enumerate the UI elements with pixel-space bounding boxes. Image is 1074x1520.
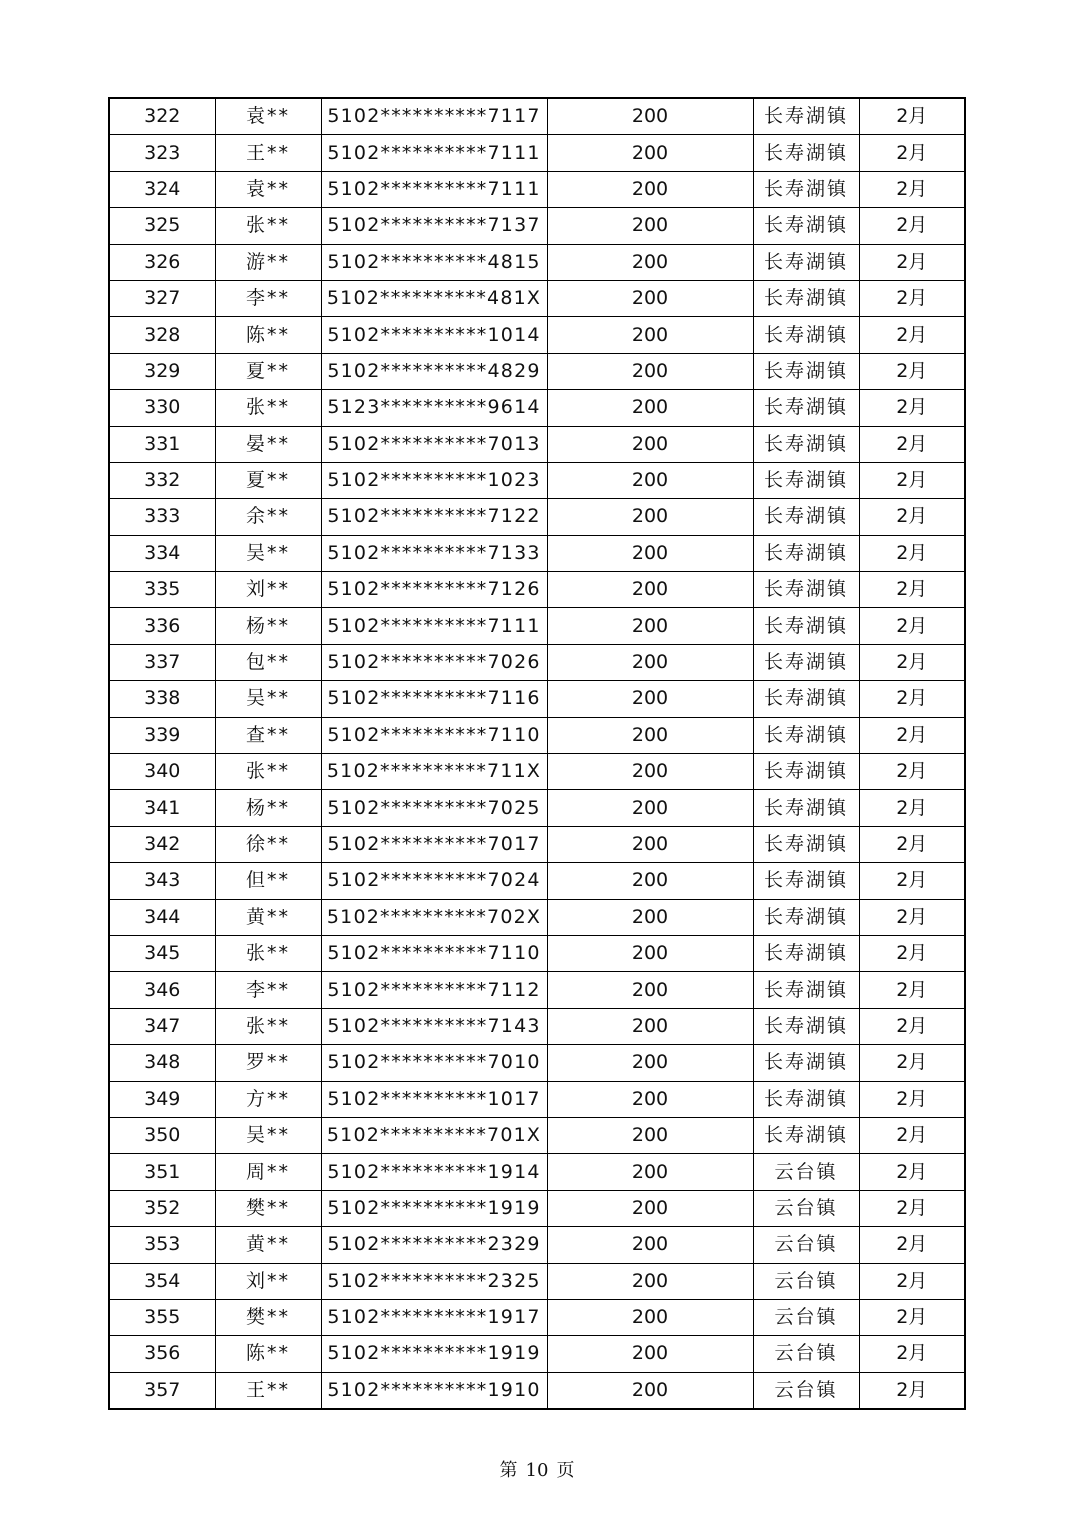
cell-town: 长寿湖镇 bbox=[753, 1045, 859, 1081]
cell-amount: 200 bbox=[547, 1227, 753, 1263]
table-row bbox=[109, 171, 965, 207]
cell-month: 2月 bbox=[859, 244, 965, 280]
cell-name: 吴** bbox=[215, 1117, 321, 1153]
cell-town: 长寿湖镇 bbox=[753, 1117, 859, 1153]
cell-serial-number: 340 bbox=[109, 754, 215, 790]
cell-town: 云台镇 bbox=[753, 1336, 859, 1372]
cell-month: 2月 bbox=[859, 280, 965, 316]
table-row bbox=[109, 899, 965, 935]
table-row bbox=[109, 608, 965, 644]
table-row bbox=[109, 426, 965, 462]
cell-amount: 200 bbox=[547, 353, 753, 389]
cell-amount: 200 bbox=[547, 1336, 753, 1372]
table-row bbox=[109, 826, 965, 862]
cell-id-number: 5102**********7024 bbox=[321, 863, 547, 899]
cell-id-number: 5102**********7112 bbox=[321, 972, 547, 1008]
cell-name: 张** bbox=[215, 754, 321, 790]
cell-name: 包** bbox=[215, 644, 321, 680]
cell-town: 长寿湖镇 bbox=[753, 1081, 859, 1117]
table-row bbox=[109, 499, 965, 535]
cell-name: 罗** bbox=[215, 1045, 321, 1081]
cell-name: 李** bbox=[215, 972, 321, 1008]
cell-month: 2月 bbox=[859, 681, 965, 717]
cell-serial-number: 326 bbox=[109, 244, 215, 280]
table-row bbox=[109, 1299, 965, 1335]
cell-amount: 200 bbox=[547, 1372, 753, 1409]
cell-amount: 200 bbox=[547, 1045, 753, 1081]
cell-town: 长寿湖镇 bbox=[753, 681, 859, 717]
cell-month: 2月 bbox=[859, 754, 965, 790]
cell-month: 2月 bbox=[859, 972, 965, 1008]
cell-amount: 200 bbox=[547, 572, 753, 608]
cell-id-number: 5102**********1914 bbox=[321, 1154, 547, 1190]
table-row bbox=[109, 390, 965, 426]
cell-town: 云台镇 bbox=[753, 1227, 859, 1263]
cell-town: 长寿湖镇 bbox=[753, 972, 859, 1008]
cell-id-number: 5102**********1919 bbox=[321, 1336, 547, 1372]
cell-amount: 200 bbox=[547, 171, 753, 207]
cell-serial-number: 353 bbox=[109, 1227, 215, 1263]
cell-amount: 200 bbox=[547, 1190, 753, 1226]
cell-month: 2月 bbox=[859, 171, 965, 207]
cell-id-number: 5102**********1014 bbox=[321, 317, 547, 353]
cell-id-number: 5102**********7137 bbox=[321, 208, 547, 244]
cell-id-number: 5102**********7122 bbox=[321, 499, 547, 535]
cell-amount: 200 bbox=[547, 899, 753, 935]
cell-month: 2月 bbox=[859, 1227, 965, 1263]
cell-name: 张** bbox=[215, 935, 321, 971]
records-table bbox=[108, 97, 966, 1410]
cell-serial-number: 329 bbox=[109, 353, 215, 389]
table-row bbox=[109, 244, 965, 280]
cell-amount: 200 bbox=[547, 1263, 753, 1299]
cell-town: 长寿湖镇 bbox=[753, 1008, 859, 1044]
table-row bbox=[109, 135, 965, 171]
cell-serial-number: 338 bbox=[109, 681, 215, 717]
table-row bbox=[109, 644, 965, 680]
cell-month: 2月 bbox=[859, 1263, 965, 1299]
cell-amount: 200 bbox=[547, 644, 753, 680]
cell-serial-number: 350 bbox=[109, 1117, 215, 1153]
page-number: 10 bbox=[525, 1460, 549, 1481]
table-row bbox=[109, 1117, 965, 1153]
cell-amount: 200 bbox=[547, 499, 753, 535]
cell-amount: 200 bbox=[547, 826, 753, 862]
cell-town: 长寿湖镇 bbox=[753, 462, 859, 498]
cell-serial-number: 346 bbox=[109, 972, 215, 1008]
table-row bbox=[109, 1372, 965, 1409]
cell-id-number: 5102**********7010 bbox=[321, 1045, 547, 1081]
cell-serial-number: 330 bbox=[109, 390, 215, 426]
cell-name: 李** bbox=[215, 280, 321, 316]
cell-amount: 200 bbox=[547, 1299, 753, 1335]
cell-month: 2月 bbox=[859, 608, 965, 644]
cell-name: 周** bbox=[215, 1154, 321, 1190]
cell-name: 张** bbox=[215, 390, 321, 426]
cell-town: 云台镇 bbox=[753, 1154, 859, 1190]
cell-amount: 200 bbox=[547, 135, 753, 171]
cell-id-number: 5102**********7025 bbox=[321, 790, 547, 826]
table-row bbox=[109, 863, 965, 899]
cell-id-number: 5102**********7126 bbox=[321, 572, 547, 608]
cell-name: 袁** bbox=[215, 98, 321, 135]
cell-town: 云台镇 bbox=[753, 1372, 859, 1409]
cell-month: 2月 bbox=[859, 572, 965, 608]
table-row bbox=[109, 98, 965, 135]
cell-serial-number: 341 bbox=[109, 790, 215, 826]
cell-amount: 200 bbox=[547, 208, 753, 244]
cell-name: 王** bbox=[215, 135, 321, 171]
table-row bbox=[109, 1045, 965, 1081]
cell-id-number: 5102**********1023 bbox=[321, 462, 547, 498]
cell-month: 2月 bbox=[859, 1045, 965, 1081]
cell-name: 游** bbox=[215, 244, 321, 280]
cell-id-number: 5102**********7116 bbox=[321, 681, 547, 717]
cell-month: 2月 bbox=[859, 1008, 965, 1044]
cell-town: 长寿湖镇 bbox=[753, 754, 859, 790]
cell-serial-number: 328 bbox=[109, 317, 215, 353]
cell-name: 徐** bbox=[215, 826, 321, 862]
table-row bbox=[109, 790, 965, 826]
table-row bbox=[109, 717, 965, 753]
cell-id-number: 5102**********2329 bbox=[321, 1227, 547, 1263]
table-row bbox=[109, 462, 965, 498]
cell-serial-number: 357 bbox=[109, 1372, 215, 1409]
table-row bbox=[109, 935, 965, 971]
cell-month: 2月 bbox=[859, 426, 965, 462]
cell-month: 2月 bbox=[859, 899, 965, 935]
cell-town: 长寿湖镇 bbox=[753, 608, 859, 644]
cell-amount: 200 bbox=[547, 717, 753, 753]
cell-town: 长寿湖镇 bbox=[753, 135, 859, 171]
cell-name: 陈** bbox=[215, 317, 321, 353]
cell-name: 吴** bbox=[215, 535, 321, 571]
cell-name: 夏** bbox=[215, 462, 321, 498]
cell-name: 樊** bbox=[215, 1190, 321, 1226]
cell-town: 长寿湖镇 bbox=[753, 98, 859, 135]
cell-id-number: 5102**********7013 bbox=[321, 426, 547, 462]
cell-name: 查** bbox=[215, 717, 321, 753]
cell-month: 2月 bbox=[859, 499, 965, 535]
cell-month: 2月 bbox=[859, 826, 965, 862]
cell-name: 吴** bbox=[215, 681, 321, 717]
cell-name: 晏** bbox=[215, 426, 321, 462]
cell-town: 云台镇 bbox=[753, 1263, 859, 1299]
cell-town: 长寿湖镇 bbox=[753, 353, 859, 389]
cell-town: 长寿湖镇 bbox=[753, 535, 859, 571]
cell-serial-number: 327 bbox=[109, 280, 215, 316]
cell-town: 长寿湖镇 bbox=[753, 280, 859, 316]
table-row bbox=[109, 1008, 965, 1044]
records-table-body bbox=[109, 98, 965, 1409]
table-row bbox=[109, 535, 965, 571]
cell-month: 2月 bbox=[859, 353, 965, 389]
cell-town: 长寿湖镇 bbox=[753, 390, 859, 426]
cell-amount: 200 bbox=[547, 1081, 753, 1117]
cell-name: 黄** bbox=[215, 899, 321, 935]
cell-name: 陈** bbox=[215, 1336, 321, 1372]
cell-amount: 200 bbox=[547, 390, 753, 426]
cell-town: 长寿湖镇 bbox=[753, 426, 859, 462]
cell-serial-number: 335 bbox=[109, 572, 215, 608]
cell-id-number: 5102**********4829 bbox=[321, 353, 547, 389]
table-row bbox=[109, 754, 965, 790]
cell-id-number: 5102**********7133 bbox=[321, 535, 547, 571]
cell-id-number: 5102**********7110 bbox=[321, 717, 547, 753]
cell-id-number: 5102**********7143 bbox=[321, 1008, 547, 1044]
cell-amount: 200 bbox=[547, 1154, 753, 1190]
cell-town: 长寿湖镇 bbox=[753, 935, 859, 971]
cell-serial-number: 348 bbox=[109, 1045, 215, 1081]
cell-town: 长寿湖镇 bbox=[753, 717, 859, 753]
cell-town: 长寿湖镇 bbox=[753, 899, 859, 935]
cell-amount: 200 bbox=[547, 935, 753, 971]
cell-month: 2月 bbox=[859, 208, 965, 244]
cell-amount: 200 bbox=[547, 280, 753, 316]
cell-serial-number: 354 bbox=[109, 1263, 215, 1299]
cell-serial-number: 343 bbox=[109, 863, 215, 899]
cell-month: 2月 bbox=[859, 863, 965, 899]
table-row bbox=[109, 681, 965, 717]
cell-month: 2月 bbox=[859, 1372, 965, 1409]
cell-serial-number: 355 bbox=[109, 1299, 215, 1335]
cell-month: 2月 bbox=[859, 644, 965, 680]
cell-month: 2月 bbox=[859, 98, 965, 135]
cell-serial-number: 325 bbox=[109, 208, 215, 244]
cell-name: 夏** bbox=[215, 353, 321, 389]
table-row bbox=[109, 208, 965, 244]
cell-serial-number: 342 bbox=[109, 826, 215, 862]
cell-name: 王** bbox=[215, 1372, 321, 1409]
cell-id-number: 5102**********4815 bbox=[321, 244, 547, 280]
cell-id-number: 5102**********481X bbox=[321, 280, 547, 316]
cell-town: 长寿湖镇 bbox=[753, 644, 859, 680]
cell-serial-number: 349 bbox=[109, 1081, 215, 1117]
cell-amount: 200 bbox=[547, 790, 753, 826]
table-row bbox=[109, 572, 965, 608]
cell-month: 2月 bbox=[859, 1336, 965, 1372]
cell-serial-number: 337 bbox=[109, 644, 215, 680]
cell-name: 杨** bbox=[215, 608, 321, 644]
cell-id-number: 5102**********7026 bbox=[321, 644, 547, 680]
cell-serial-number: 356 bbox=[109, 1336, 215, 1372]
cell-id-number: 5102**********711X bbox=[321, 754, 547, 790]
cell-id-number: 5102**********1910 bbox=[321, 1372, 547, 1409]
table-row bbox=[109, 1336, 965, 1372]
table-row bbox=[109, 1190, 965, 1226]
cell-serial-number: 324 bbox=[109, 171, 215, 207]
cell-month: 2月 bbox=[859, 935, 965, 971]
cell-serial-number: 332 bbox=[109, 462, 215, 498]
table-row bbox=[109, 1154, 965, 1190]
cell-serial-number: 322 bbox=[109, 98, 215, 135]
cell-amount: 200 bbox=[547, 863, 753, 899]
cell-id-number: 5102**********7111 bbox=[321, 135, 547, 171]
cell-serial-number: 333 bbox=[109, 499, 215, 535]
cell-amount: 200 bbox=[547, 317, 753, 353]
cell-month: 2月 bbox=[859, 317, 965, 353]
cell-month: 2月 bbox=[859, 1154, 965, 1190]
cell-month: 2月 bbox=[859, 1190, 965, 1226]
page-footer bbox=[0, 1456, 1074, 1482]
cell-serial-number: 347 bbox=[109, 1008, 215, 1044]
cell-amount: 200 bbox=[547, 426, 753, 462]
table-row bbox=[109, 317, 965, 353]
cell-serial-number: 331 bbox=[109, 426, 215, 462]
cell-id-number: 5102**********701X bbox=[321, 1117, 547, 1153]
cell-month: 2月 bbox=[859, 535, 965, 571]
table-row bbox=[109, 1227, 965, 1263]
cell-town: 长寿湖镇 bbox=[753, 208, 859, 244]
cell-amount: 200 bbox=[547, 608, 753, 644]
cell-month: 2月 bbox=[859, 390, 965, 426]
cell-amount: 200 bbox=[547, 754, 753, 790]
cell-id-number: 5102**********7111 bbox=[321, 171, 547, 207]
cell-serial-number: 336 bbox=[109, 608, 215, 644]
cell-amount: 200 bbox=[547, 972, 753, 1008]
cell-town: 长寿湖镇 bbox=[753, 790, 859, 826]
cell-amount: 200 bbox=[547, 681, 753, 717]
cell-month: 2月 bbox=[859, 1081, 965, 1117]
cell-id-number: 5123**********9614 bbox=[321, 390, 547, 426]
cell-name: 黄** bbox=[215, 1227, 321, 1263]
cell-serial-number: 339 bbox=[109, 717, 215, 753]
cell-town: 云台镇 bbox=[753, 1190, 859, 1226]
cell-town: 长寿湖镇 bbox=[753, 826, 859, 862]
cell-month: 2月 bbox=[859, 1299, 965, 1335]
table-row bbox=[109, 972, 965, 1008]
cell-name: 刘** bbox=[215, 1263, 321, 1299]
table-row bbox=[109, 1081, 965, 1117]
cell-month: 2月 bbox=[859, 1117, 965, 1153]
cell-id-number: 5102**********7017 bbox=[321, 826, 547, 862]
cell-serial-number: 334 bbox=[109, 535, 215, 571]
cell-town: 长寿湖镇 bbox=[753, 244, 859, 280]
cell-amount: 200 bbox=[547, 462, 753, 498]
cell-town: 云台镇 bbox=[753, 1299, 859, 1335]
cell-name: 袁** bbox=[215, 171, 321, 207]
cell-amount: 200 bbox=[547, 98, 753, 135]
cell-name: 刘** bbox=[215, 572, 321, 608]
table-row bbox=[109, 280, 965, 316]
page-footer-prefix: 第 bbox=[499, 1460, 518, 1481]
cell-id-number: 5102**********1917 bbox=[321, 1299, 547, 1335]
cell-serial-number: 352 bbox=[109, 1190, 215, 1226]
cell-town: 长寿湖镇 bbox=[753, 499, 859, 535]
cell-amount: 200 bbox=[547, 1117, 753, 1153]
cell-town: 长寿湖镇 bbox=[753, 572, 859, 608]
cell-id-number: 5102**********1919 bbox=[321, 1190, 547, 1226]
cell-month: 2月 bbox=[859, 135, 965, 171]
cell-id-number: 5102**********2325 bbox=[321, 1263, 547, 1299]
cell-town: 长寿湖镇 bbox=[753, 863, 859, 899]
cell-town: 长寿湖镇 bbox=[753, 171, 859, 207]
cell-name: 杨** bbox=[215, 790, 321, 826]
cell-name: 张** bbox=[215, 208, 321, 244]
cell-id-number: 5102**********1017 bbox=[321, 1081, 547, 1117]
cell-id-number: 5102**********7117 bbox=[321, 98, 547, 135]
cell-name: 余** bbox=[215, 499, 321, 535]
table-row bbox=[109, 353, 965, 389]
cell-amount: 200 bbox=[547, 1008, 753, 1044]
cell-id-number: 5102**********702X bbox=[321, 899, 547, 935]
cell-amount: 200 bbox=[547, 535, 753, 571]
cell-amount: 200 bbox=[547, 244, 753, 280]
cell-month: 2月 bbox=[859, 462, 965, 498]
cell-name: 但** bbox=[215, 863, 321, 899]
page-footer-suffix: 页 bbox=[556, 1460, 575, 1481]
cell-name: 张** bbox=[215, 1008, 321, 1044]
cell-serial-number: 345 bbox=[109, 935, 215, 971]
cell-serial-number: 344 bbox=[109, 899, 215, 935]
cell-serial-number: 323 bbox=[109, 135, 215, 171]
cell-month: 2月 bbox=[859, 717, 965, 753]
cell-name: 樊** bbox=[215, 1299, 321, 1335]
cell-name: 方** bbox=[215, 1081, 321, 1117]
cell-id-number: 5102**********7110 bbox=[321, 935, 547, 971]
cell-id-number: 5102**********7111 bbox=[321, 608, 547, 644]
table-row bbox=[109, 1263, 965, 1299]
cell-month: 2月 bbox=[859, 790, 965, 826]
cell-serial-number: 351 bbox=[109, 1154, 215, 1190]
cell-town: 长寿湖镇 bbox=[753, 317, 859, 353]
